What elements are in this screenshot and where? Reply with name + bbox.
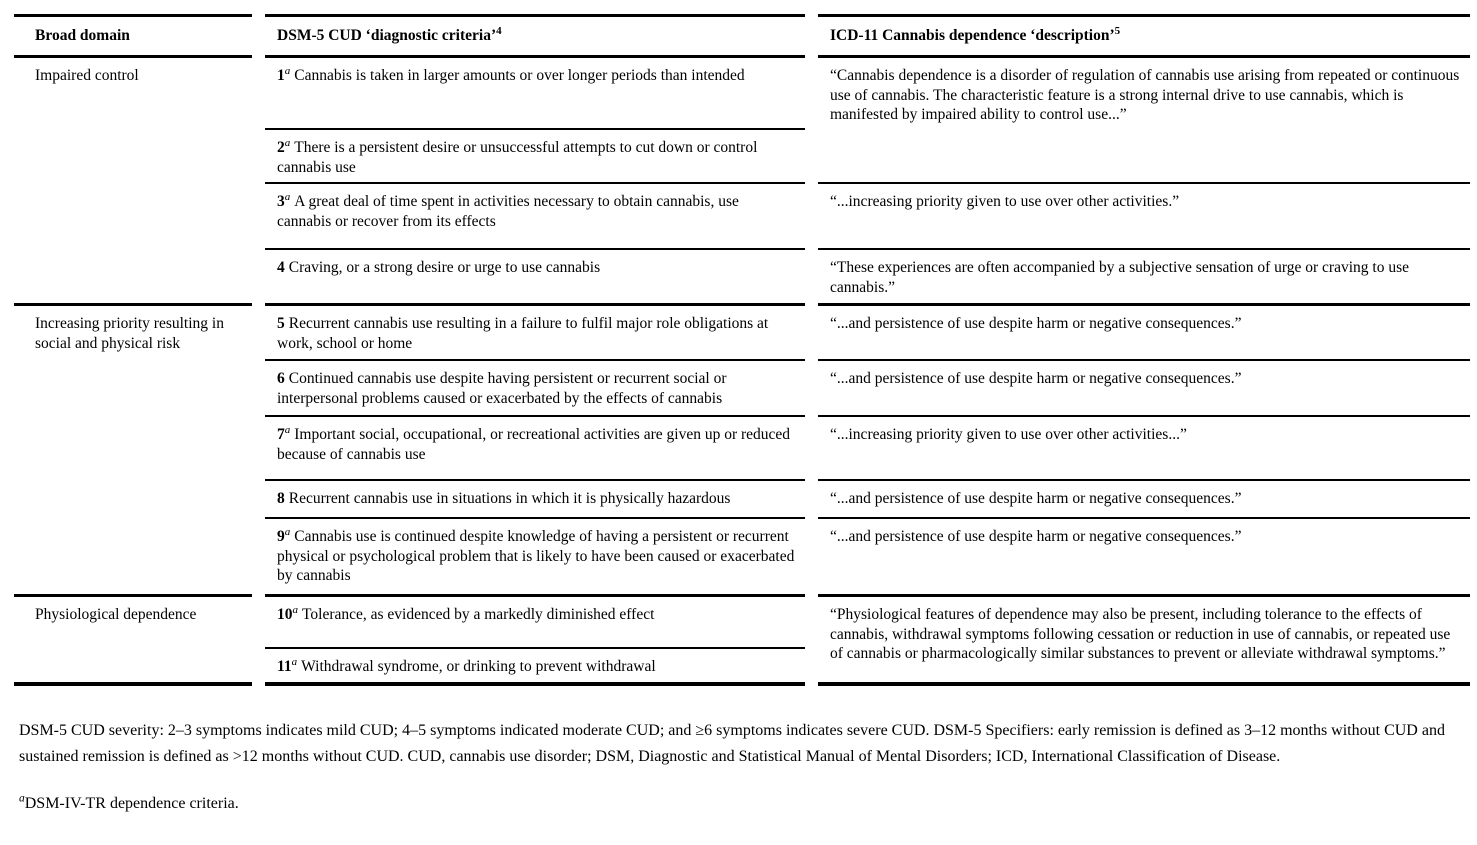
header-icd11-label: ICD-11 Cannabis dependence ‘description’ [830, 27, 1115, 44]
footnote-a-sup: a [19, 793, 25, 806]
icd-description-row7: “...increasing priority given to use over other activities...” [818, 417, 1470, 481]
dsm-criterion-1 [265, 58, 805, 130]
criterion-number: 11 [277, 657, 292, 675]
domain-increasing-priority: Increasing priority resulting in social and physical risk [14, 306, 252, 597]
criterion-flag-sup: a [292, 603, 298, 616]
criterion-text: Craving, or a strong desire or urge to use cannabis [288, 259, 601, 277]
dsm-criterion-10 [265, 597, 805, 649]
domain-impaired-control: Impaired control [14, 58, 252, 306]
criterion-text: Continued cannabis use despite having persistent or recurrent social or interpersonal problems caused or exacerbated by the effects of cannabis [277, 369, 727, 407]
dsm-criterion-2 [265, 130, 805, 185]
header-icd11-description [818, 14, 1470, 58]
criterion-flag-sup: a [284, 525, 291, 538]
criterion-number: 2 [277, 138, 285, 156]
criterion-text: Important social, occupational, or recreational activities are given up or reduced because of cannabis use [277, 425, 791, 463]
criterion-text: Withdrawal syndrome, or drinking to prevent withdrawal [301, 657, 656, 675]
criterion-number: 4 [277, 259, 285, 277]
criterion-text: A great deal of time spent in activities necessary to obtain cannabis, use cannabis or recover from its effects [277, 193, 739, 231]
criterion-number: 5 [277, 315, 285, 333]
domain-physiological-dependence: Physiological dependence [14, 597, 252, 686]
criterion-number: 8 [277, 489, 285, 507]
dsm-criterion-3 [265, 184, 805, 250]
criterion-flag-sup: a [284, 136, 291, 149]
icd-description-physiological: “Physiological features of dependence may also be present, including tolerance to the effects of cannabis, withdrawal symptoms following cessation or reduction in use of cannabis, or repeated use of cannabis or pharmacologically similar substances to prevent or alleviate withdrawal symptoms.” [818, 597, 1470, 686]
dsm-criterion-6 [265, 361, 805, 417]
criterion-flag-sup: a [291, 655, 298, 668]
footnote-definitions: DSM-5 CUD severity: 2–3 symptoms indicates mild CUD; 4–5 symptoms indicated moderate CUD; and ≥6 symptoms indicates severe CUD. DSM-5 Specifiers: early remission is defined as 3–12 months without CUD and sustained remission is defined as >12 months without CUD. CUD, cannabis use disorder; DSM, Diagnostic and Statistical Manual of Mental Disorders; ICD, International Classification of Disease. [19, 721, 1445, 765]
footnote-a-text: DSM-IV-TR dependence criteria. [24, 795, 239, 813]
criterion-text: Recurrent cannabis use resulting in a failure to fulfil major role obligations at work, school or home [277, 315, 769, 352]
icd-description-row6: “...and persistence of use despite harm or negative consequences.” [818, 361, 1470, 417]
criterion-text: There is a persistent desire or unsuccessful attempts to cut down or control cannabis use [277, 138, 758, 176]
criterion-text: Recurrent cannabis use in situations in which it is physically hazardous [288, 489, 731, 507]
criterion-number: 7 [277, 425, 285, 443]
header-broad-domain: Broad domain [14, 14, 252, 58]
icd-description-control: “Cannabis dependence is a disorder of regulation of cannabis use arising from repeated or continuous use of cannabis. The characteristic feature is a strong internal drive to use cannabis, which is manifested by impaired ability to control use...” [818, 58, 1470, 185]
dsm-criterion-7 [265, 417, 805, 481]
criterion-text: Cannabis use is continued despite knowledge of having a persistent or recurrent physical or psychological problem that is likely to have been caused or exacerbated by cannabis [277, 527, 795, 585]
criterion-number: 3 [277, 193, 285, 211]
criterion-number: 10 [277, 605, 293, 623]
comparison-table [14, 14, 1470, 686]
header-dsm5-label: DSM-5 CUD ‘diagnostic criteria’ [277, 27, 497, 44]
header-icd11-citation-sup: 5 [1114, 24, 1121, 37]
icd-description-craving: “These experiences are often accompanied by a subjective sensation of urge or craving to use cannabis.” [818, 250, 1470, 306]
dsm-criterion-5 [265, 306, 805, 361]
footnote-a [19, 791, 1461, 817]
criterion-number: 1 [277, 66, 285, 84]
dsm-criterion-9 [265, 519, 805, 597]
icd-description-row5: “...and persistence of use despite harm or negative consequences.” [818, 306, 1470, 361]
criterion-number: 9 [277, 527, 285, 545]
icd-description-row9: “...and persistence of use despite harm or negative consequences.” [818, 519, 1470, 597]
icd-description-priority: “...increasing priority given to use over other activities.” [818, 184, 1470, 250]
criterion-flag-sup: a [284, 64, 291, 77]
dsm-criterion-11 [265, 649, 805, 686]
header-dsm5-criteria [265, 14, 805, 58]
criterion-text: Tolerance, as evidenced by a markedly diminished effect [302, 605, 655, 623]
icd-description-row8: “...and persistence of use despite harm or negative consequences.” [818, 481, 1470, 519]
header-dsm5-citation-sup: 4 [496, 24, 502, 37]
dsm-criterion-4 [265, 250, 805, 306]
criterion-flag-sup: a [284, 423, 291, 436]
criterion-text: Cannabis is taken in larger amounts or over longer periods than intended [294, 66, 745, 84]
criterion-number: 6 [277, 369, 285, 387]
dsm-criterion-8 [265, 481, 805, 519]
table-footnotes [19, 718, 1461, 818]
criterion-flag-sup: a [284, 191, 291, 204]
